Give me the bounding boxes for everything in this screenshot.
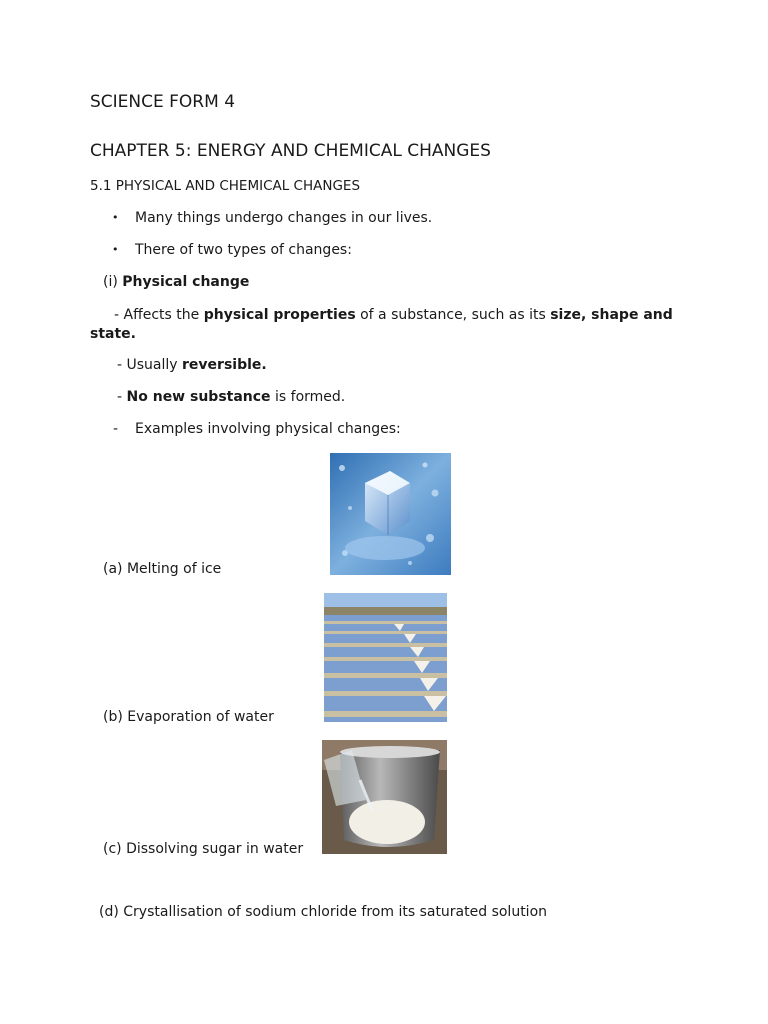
bullet-item: Many things undergo changes in our lives. [135, 210, 433, 226]
no-new-substance-line: - No new substance is formed. [117, 389, 346, 405]
physical-change-heading: (i) Physical change [103, 274, 250, 290]
mixing-bowl-image [322, 740, 447, 854]
example-label-d: (d) Crystallisation of sodium chloride from its saturated solution [99, 904, 548, 920]
example-label-b: (b) Evaporation of water [103, 709, 274, 725]
reversible-line: - Usually reversible. [117, 357, 267, 373]
document-title: SCIENCE FORM 4 [90, 92, 236, 112]
example-label-c: (c) Dissolving sugar in water [103, 841, 304, 857]
examples-intro: Examples involving physical changes: [135, 421, 401, 437]
bullet-dot: • [112, 211, 119, 224]
affects-paragraph: - Affects the physical properties of a substance, such as its size, shape and state. [90, 307, 673, 342]
bullet-dot: • [112, 243, 119, 256]
examples-dash: - [113, 421, 119, 437]
chapter-title: CHAPTER 5: ENERGY AND CHEMICAL CHANGES [90, 141, 491, 161]
bullet-item: There of two types of changes: [135, 242, 352, 258]
salt-pans-image [324, 593, 447, 722]
section-title: 5.1 PHYSICAL AND CHEMICAL CHANGES [90, 178, 361, 194]
example-label-a: (a) Melting of ice [103, 561, 222, 577]
ice-cube-image [330, 453, 451, 575]
